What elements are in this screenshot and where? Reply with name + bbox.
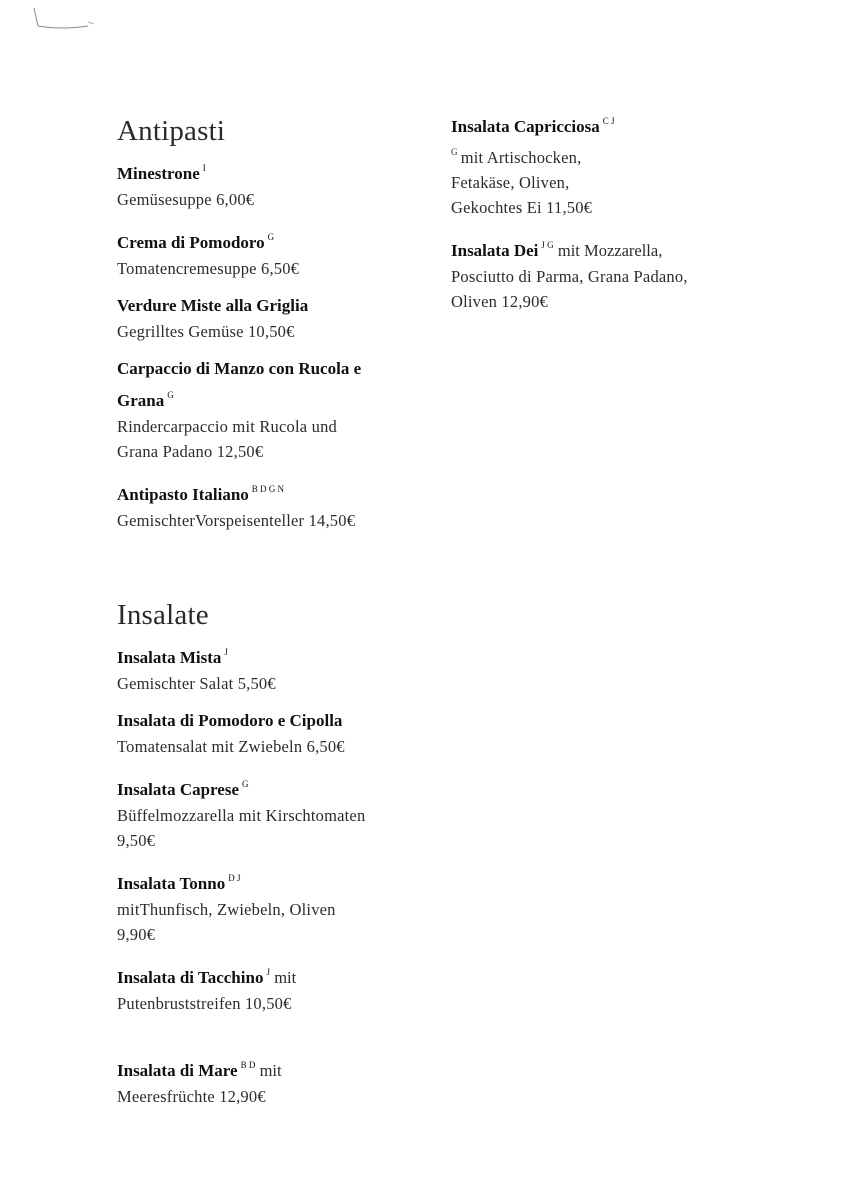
- section-title-antipasti: Antipasti: [117, 115, 226, 147]
- item-name: Insalata Mista: [117, 648, 222, 667]
- item-description-line-1: Büffelmozzarella mit Kirschtomaten: [117, 806, 366, 825]
- item-name: Insalata Tonno: [117, 874, 226, 893]
- item-description: Gegrilltes Gemüse 10,50€: [117, 322, 295, 341]
- item-description-line-3: Gekochtes Ei 11,50€: [451, 198, 593, 217]
- item-description-line-2: 9,90€: [117, 925, 156, 944]
- item-description: Tomatensalat mit Zwiebeln 6,50€: [117, 737, 345, 756]
- item-description: Gemischter Salat 5,50€: [117, 674, 276, 693]
- scan-mark: [32, 6, 102, 36]
- allergen-codes: J G: [541, 240, 554, 250]
- menu-item-insalata-pomodoro-cipolla: [117, 708, 447, 759]
- item-description-line-1: mit Artischocken,: [460, 148, 582, 167]
- item-inline-description: mit Mozzarella,: [557, 241, 663, 260]
- item-name: Insalata di Pomodoro e Cipolla: [117, 711, 343, 730]
- section-title-insalate: Insalate: [117, 599, 209, 631]
- allergen-codes: C J: [602, 116, 615, 126]
- item-name: Minestrone: [117, 164, 200, 183]
- item-description-line-2: 9,50€: [117, 831, 156, 850]
- menu-item-insalata-dei: [451, 232, 751, 314]
- item-name: Insalata di Tacchino: [117, 968, 264, 987]
- item-name: Insalata Dei: [451, 241, 539, 260]
- allergen-codes: J: [224, 647, 228, 657]
- menu-left-column: [117, 113, 447, 1121]
- item-name: Verdure Miste alla Griglia: [117, 296, 309, 315]
- item-name: Insalata Capricciosa: [451, 117, 600, 136]
- menu-right-column: [451, 108, 751, 326]
- item-description-line-2: Fetakäse, Oliven,: [451, 173, 570, 192]
- allergen-codes: G: [167, 390, 174, 400]
- menu-item-insalata-di-mare: [117, 1052, 447, 1109]
- item-description: Putenbruststreifen 10,50€: [117, 994, 292, 1013]
- section-spacer: [117, 545, 447, 597]
- item-inline-description: mit: [259, 1061, 282, 1080]
- allergen-codes-continued: G: [451, 147, 458, 157]
- menu-item-insalata-tonno: [117, 865, 447, 947]
- allergen-codes: B D: [240, 1060, 256, 1070]
- menu-item-insalata-mista: [117, 639, 447, 696]
- item-name-line-2: Grana: [117, 391, 165, 410]
- menu-item-crema-di-pomodoro: [117, 224, 447, 281]
- item-description-line-1: Rindercarpaccio mit Rucola und: [117, 417, 337, 436]
- item-name-line-1: Carpaccio di Manzo con Rucola e: [117, 359, 362, 378]
- menu-item-insalata-capricciosa: [451, 108, 751, 220]
- item-inline-description: mit: [274, 968, 297, 987]
- item-description: Meeresfrüchte 12,90€: [117, 1087, 266, 1106]
- item-description: Gemüsesuppe 6,00€: [117, 190, 255, 209]
- item-name: Insalata Caprese: [117, 780, 239, 799]
- allergen-codes: I: [202, 163, 206, 173]
- menu-item-antipasto-italiano: [117, 476, 447, 533]
- allergen-codes: B D G N: [251, 484, 285, 494]
- allergen-codes: J: [266, 967, 270, 977]
- item-name: Crema di Pomodoro: [117, 233, 265, 252]
- allergen-codes: D J: [228, 873, 241, 883]
- menu-item-minestrone: [117, 155, 447, 212]
- item-description: Tomatencremesuppe 6,50€: [117, 259, 300, 278]
- menu-item-verdure-miste: [117, 293, 447, 344]
- item-name: Antipasto Italiano: [117, 485, 249, 504]
- item-description-line-1: mitThunfisch, Zwiebeln, Oliven: [117, 900, 336, 919]
- menu-item-insalata-tacchino: [117, 959, 447, 1016]
- allergen-codes: G: [267, 232, 275, 242]
- menu-item-carpaccio: [117, 356, 447, 464]
- item-description-line-2: Oliven 12,90€: [451, 292, 549, 311]
- item-name: Insalata di Mare: [117, 1061, 238, 1080]
- item-description-line-1: Posciutto di Parma, Grana Padano,: [451, 267, 688, 286]
- allergen-codes: G: [242, 779, 249, 789]
- item-description: GemischterVorspeisenteller 14,50€: [117, 511, 356, 530]
- item-description-line-2: Grana Padano 12,50€: [117, 442, 264, 461]
- menu-item-insalata-caprese: [117, 771, 447, 853]
